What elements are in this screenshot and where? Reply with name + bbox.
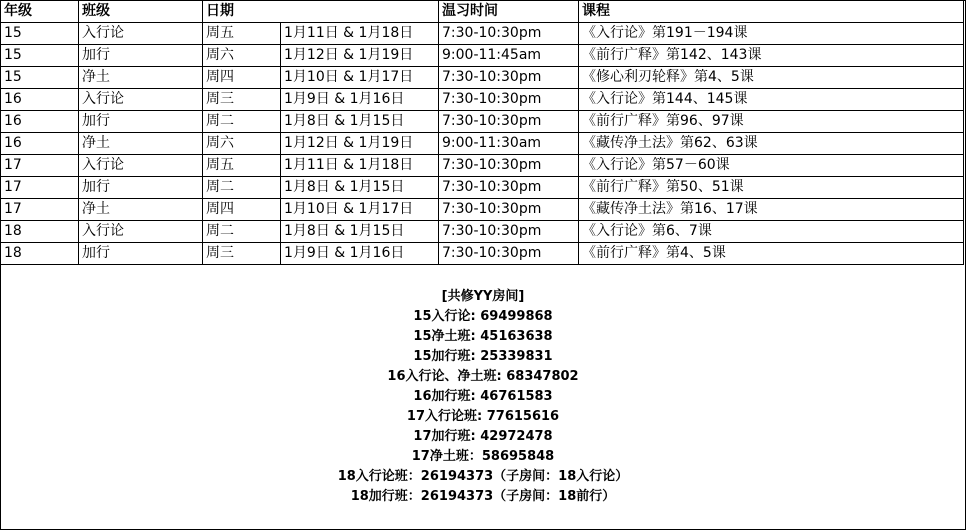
cell-time: 7:30-10:30pm bbox=[439, 243, 579, 265]
cell-class: 入行论 bbox=[79, 155, 203, 177]
cell-weekday: 周四 bbox=[203, 199, 281, 221]
cell-time: 7:30-10:30pm bbox=[439, 177, 579, 199]
cell-weekday: 周六 bbox=[203, 45, 281, 67]
cell-class: 净土 bbox=[79, 199, 203, 221]
table-row bbox=[1, 221, 964, 243]
cell-dates: 1月9日 & 1月16日 bbox=[281, 243, 439, 265]
header-date: 日期 bbox=[203, 1, 439, 23]
yy-rooms-title: [共修YY房间] bbox=[441, 289, 525, 304]
header-row bbox=[1, 1, 964, 23]
cell-course: 《藏传净土法》第16、17课 bbox=[579, 199, 964, 221]
cell-dates: 1月11日 & 1月18日 bbox=[281, 23, 439, 45]
cell-class: 入行论 bbox=[79, 89, 203, 111]
cell-grade: 16 bbox=[1, 133, 79, 155]
yy-room-line: 17净土班：58695848 bbox=[411, 449, 555, 464]
yy-room-line: 17入行论班: 77615616 bbox=[406, 409, 560, 424]
yy-room-line: 17加行班: 42972478 bbox=[413, 429, 553, 444]
table-row bbox=[1, 177, 964, 199]
cell-grade: 16 bbox=[1, 111, 79, 133]
table-row bbox=[1, 199, 964, 221]
cell-course: 《修心利刃轮释》第4、5课 bbox=[579, 67, 964, 89]
header-class: 班级 bbox=[79, 1, 203, 23]
table-row bbox=[1, 45, 964, 67]
cell-grade: 16 bbox=[1, 89, 79, 111]
cell-class: 加行 bbox=[79, 111, 203, 133]
table-row bbox=[1, 155, 964, 177]
cell-weekday: 周六 bbox=[203, 133, 281, 155]
cell-grade: 15 bbox=[1, 23, 79, 45]
yy-rooms-section bbox=[1, 287, 965, 507]
cell-time: 7:30-10:30pm bbox=[439, 199, 579, 221]
cell-dates: 1月10日 & 1月17日 bbox=[281, 199, 439, 221]
header-course: 课程 bbox=[579, 1, 964, 23]
cell-course: 《入行论》第144、145课 bbox=[579, 89, 964, 111]
cell-dates: 1月8日 & 1月15日 bbox=[281, 111, 439, 133]
cell-time: 7:30-10:30pm bbox=[439, 111, 579, 133]
cell-time: 7:30-10:30pm bbox=[439, 155, 579, 177]
cell-dates: 1月12日 & 1月19日 bbox=[281, 45, 439, 67]
yy-room-line: 15净土班: 45163638 bbox=[413, 329, 553, 344]
cell-weekday: 周二 bbox=[203, 221, 281, 243]
cell-class: 净土 bbox=[79, 133, 203, 155]
cell-weekday: 周四 bbox=[203, 67, 281, 89]
schedule-table bbox=[0, 0, 964, 265]
yy-room-line: 16入行论、净土班: 68347802 bbox=[387, 369, 579, 384]
yy-room-line: 16加行班: 46761583 bbox=[413, 389, 553, 404]
cell-time: 7:30-10:30pm bbox=[439, 23, 579, 45]
cell-class: 加行 bbox=[79, 243, 203, 265]
table-row bbox=[1, 243, 964, 265]
cell-grade: 17 bbox=[1, 199, 79, 221]
cell-weekday: 周五 bbox=[203, 155, 281, 177]
cell-class: 入行论 bbox=[79, 23, 203, 45]
cell-class: 入行论 bbox=[79, 221, 203, 243]
cell-grade: 17 bbox=[1, 177, 79, 199]
cell-grade: 15 bbox=[1, 67, 79, 89]
yy-rooms-list bbox=[1, 307, 965, 507]
cell-weekday: 周三 bbox=[203, 89, 281, 111]
table-row bbox=[1, 111, 964, 133]
cell-grade: 17 bbox=[1, 155, 79, 177]
table-row bbox=[1, 133, 964, 155]
cell-dates: 1月9日 & 1月16日 bbox=[281, 89, 439, 111]
yy-room-line: 15加行班: 25339831 bbox=[413, 349, 553, 364]
cell-class: 净土 bbox=[79, 67, 203, 89]
cell-time: 7:30-10:30pm bbox=[439, 67, 579, 89]
cell-dates: 1月8日 & 1月15日 bbox=[281, 221, 439, 243]
cell-weekday: 周二 bbox=[203, 111, 281, 133]
yy-room-line: 15入行论: 69499868 bbox=[413, 309, 553, 324]
cell-course: 《前行广释》第142、143课 bbox=[579, 45, 964, 67]
cell-time: 9:00-11:45am bbox=[439, 45, 579, 67]
cell-course: 《前行广释》第96、97课 bbox=[579, 111, 964, 133]
table-row bbox=[1, 23, 964, 45]
cell-course: 《入行论》第57－60课 bbox=[579, 155, 964, 177]
cell-course: 《入行论》第191－194课 bbox=[579, 23, 964, 45]
cell-course: 《前行广释》第4、5课 bbox=[579, 243, 964, 265]
cell-weekday: 周三 bbox=[203, 243, 281, 265]
cell-dates: 1月11日 & 1月18日 bbox=[281, 155, 439, 177]
header-grade: 年级 bbox=[1, 1, 79, 23]
header-time: 温习时间 bbox=[439, 1, 579, 23]
cell-time: 7:30-10:30pm bbox=[439, 221, 579, 243]
cell-class: 加行 bbox=[79, 45, 203, 67]
table-row bbox=[1, 67, 964, 89]
cell-dates: 1月12日 & 1月19日 bbox=[281, 133, 439, 155]
cell-dates: 1月8日 & 1月15日 bbox=[281, 177, 439, 199]
cell-course: 《前行广释》第50、51课 bbox=[579, 177, 964, 199]
table-row bbox=[1, 89, 964, 111]
cell-course: 《藏传净土法》第62、63课 bbox=[579, 133, 964, 155]
cell-weekday: 周五 bbox=[203, 23, 281, 45]
cell-dates: 1月10日 & 1月17日 bbox=[281, 67, 439, 89]
cell-course: 《入行论》第6、7课 bbox=[579, 221, 964, 243]
cell-weekday: 周二 bbox=[203, 177, 281, 199]
cell-grade: 18 bbox=[1, 243, 79, 265]
cell-grade: 18 bbox=[1, 221, 79, 243]
yy-room-line: 18加行班：26194373（子房间：18前行） bbox=[350, 489, 616, 504]
cell-time: 7:30-10:30pm bbox=[439, 89, 579, 111]
cell-grade: 15 bbox=[1, 45, 79, 67]
cell-class: 加行 bbox=[79, 177, 203, 199]
yy-room-line: 18入行论班：26194373（子房间：18入行论） bbox=[337, 469, 629, 484]
cell-time: 9:00-11:30am bbox=[439, 133, 579, 155]
